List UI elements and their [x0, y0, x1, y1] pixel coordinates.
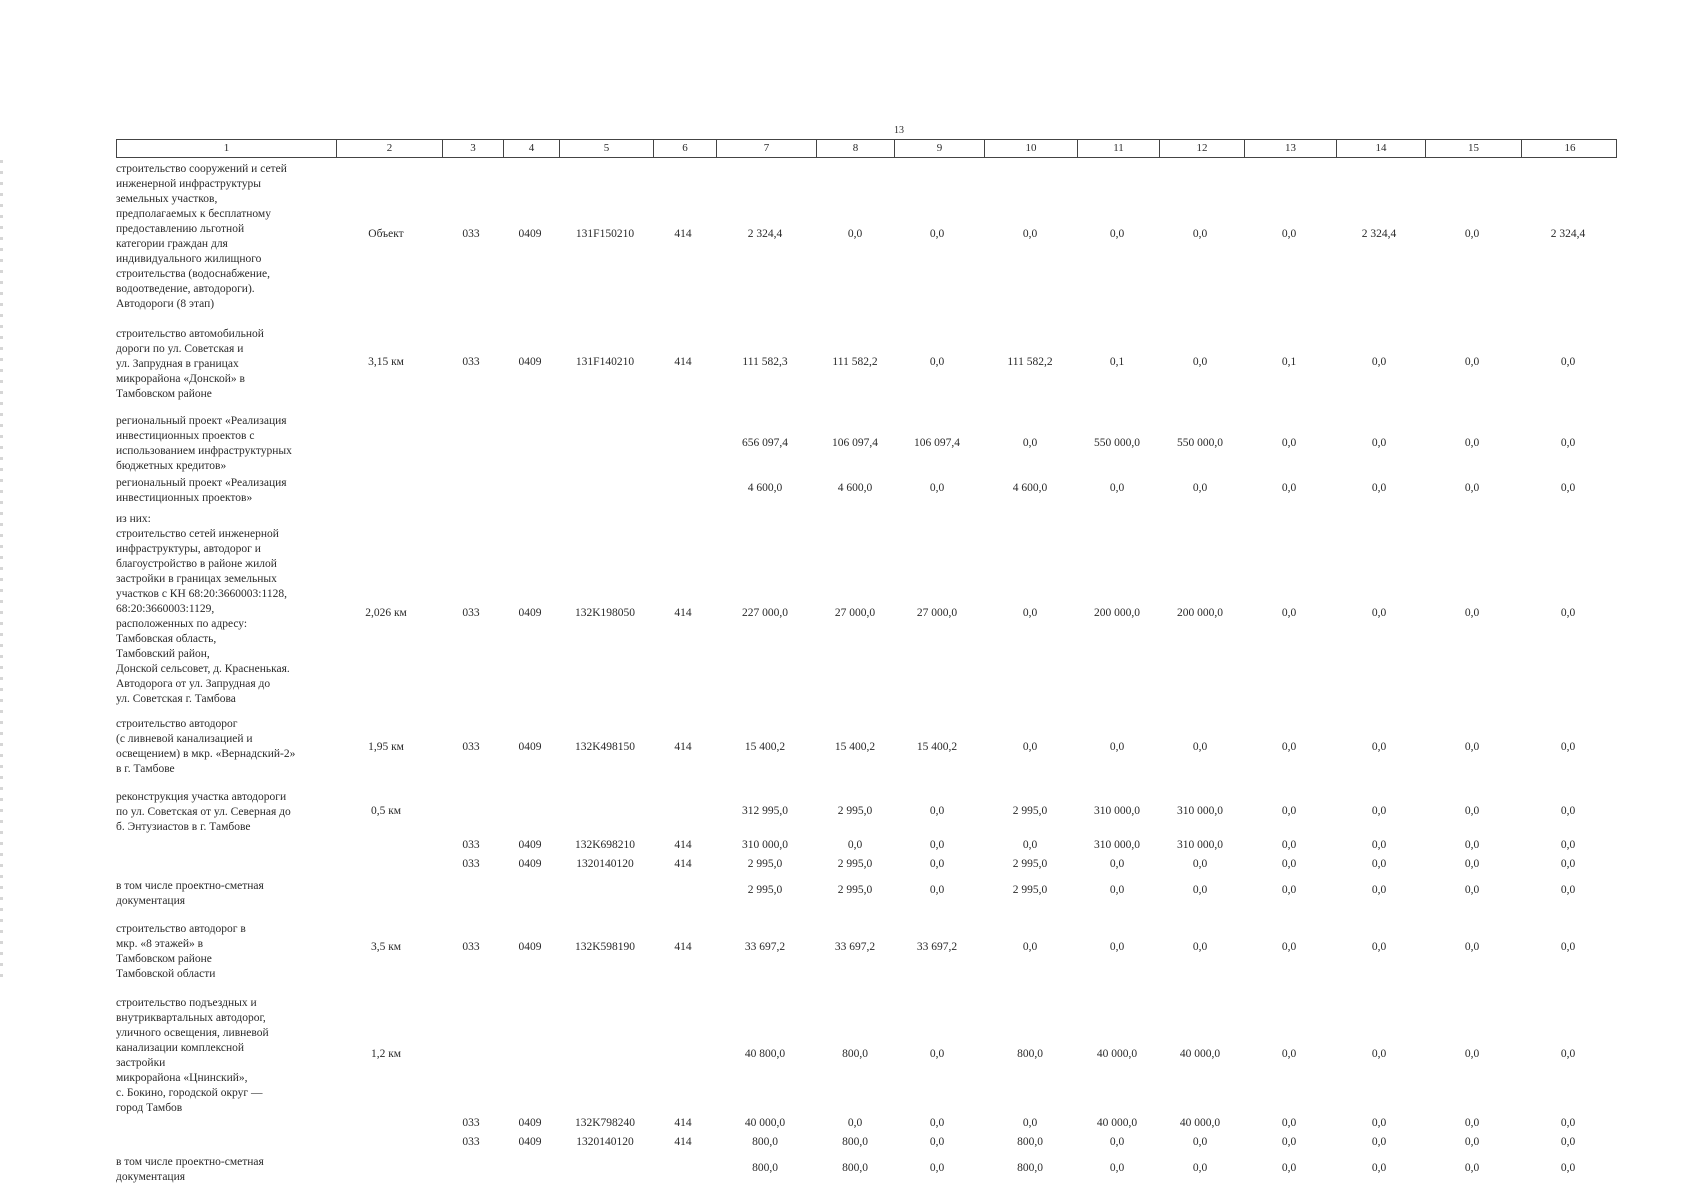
table-cell-c11: 0,0: [1109, 482, 1125, 494]
table-cell-c11: 310 000,0: [1094, 839, 1140, 851]
table-cell-c10: 4 600,0: [1012, 482, 1048, 494]
table-cell-target-article: 132K598190: [574, 941, 636, 953]
table-cell-c11: 550 000,0: [1094, 437, 1140, 449]
table-cell-ministry: 033: [462, 607, 480, 619]
table-cell-ministry: 033: [462, 356, 480, 368]
table-cell-section: 0409: [518, 607, 542, 619]
table-cell-c12: 310 000,0: [1177, 805, 1223, 817]
column-header-1: 1: [223, 142, 230, 154]
table-cell-expense-type: 414: [674, 1136, 692, 1148]
table-cell-c11: 0,0: [1109, 941, 1125, 953]
table-cell-c12: 0,0: [1192, 741, 1208, 753]
table-cell-expense-type: 414: [674, 858, 692, 870]
table-cell-ministry: 033: [462, 741, 480, 753]
table-cell-c10: 2 995,0: [1012, 884, 1048, 896]
column-header-16: 16: [1521, 140, 1618, 157]
table-cell-c16: 0,0: [1560, 356, 1576, 368]
table-cell-c9: 0,0: [929, 1117, 945, 1129]
table-cell-c9: 0,0: [929, 1048, 945, 1060]
table-cell-c11: 0,0: [1109, 1136, 1125, 1148]
table-cell-c15: 0,0: [1464, 839, 1480, 851]
table-cell-c12: 550 000,0: [1177, 437, 1223, 449]
table-cell-c12: 200 000,0: [1177, 607, 1223, 619]
table-cell-c14: 2 324,4: [1361, 228, 1397, 240]
table-cell-c16: 0,0: [1560, 1117, 1576, 1129]
table-cell-section: 0409: [518, 356, 542, 368]
table-cell-total: 800,0: [752, 1162, 778, 1174]
table-cell-c12: 40 000,0: [1179, 1048, 1221, 1060]
table-cell-c8: 4 600,0: [837, 482, 873, 494]
column-header-13: 13: [1244, 140, 1336, 157]
table-cell-total: 800,0: [752, 1136, 778, 1148]
table-cell-c15: 0,0: [1464, 941, 1480, 953]
table-cell-c11: 0,1: [1109, 356, 1125, 368]
page-number: 13: [894, 125, 904, 136]
row-description: в том числе проектно-сметная документация: [116, 880, 264, 907]
column-header-2: 2: [336, 140, 442, 157]
table-cell-c9: 0,0: [929, 482, 945, 494]
table-cell-c10: 0,0: [1022, 1117, 1038, 1129]
table-cell-c9: 0,0: [929, 805, 945, 817]
table-cell-c8: 0,0: [847, 839, 863, 851]
table-cell-c15: 0,0: [1464, 228, 1480, 240]
table-cell-expense-type: 414: [674, 356, 692, 368]
table-cell-c10: 800,0: [1017, 1136, 1043, 1148]
table-cell-c16: 0,0: [1560, 741, 1576, 753]
table-cell-c16: 0,0: [1560, 1048, 1576, 1060]
table-cell-c13: 0,0: [1281, 941, 1297, 953]
table-cell-c8: 800,0: [842, 1048, 868, 1060]
table-cell-c8: 106 097,4: [832, 437, 878, 449]
table-cell-c12: 0,0: [1192, 858, 1208, 870]
table-cell-c9: 0,0: [929, 1136, 945, 1148]
table-cell-c16: 0,0: [1560, 884, 1576, 896]
table-cell-c9: 33 697,2: [916, 941, 958, 953]
column-header-9: 9: [894, 140, 984, 157]
column-header-5: 5: [559, 140, 653, 157]
column-header-14: 14: [1336, 140, 1425, 157]
table-cell-unit: 0,5 км: [370, 805, 402, 817]
table-cell-total: 40 000,0: [744, 1117, 786, 1129]
table-cell-unit: 1,95 км: [368, 741, 404, 753]
table-cell-c10: 800,0: [1017, 1048, 1043, 1060]
table-cell-c13: 0,0: [1281, 839, 1297, 851]
table-cell-c10: 111 582,2: [1007, 356, 1053, 368]
table-cell-unit: 3,15 км: [368, 356, 404, 368]
table-cell-total: 227 000,0: [742, 607, 788, 619]
table-cell-c15: 0,0: [1464, 482, 1480, 494]
table-cell-section: 0409: [518, 228, 542, 240]
table-cell-c14: 0,0: [1371, 1136, 1387, 1148]
table-cell-total: 2 324,4: [747, 228, 783, 240]
table-cell-c9: 0,0: [929, 1162, 945, 1174]
table-cell-c13: 0,1: [1281, 356, 1297, 368]
table-cell-c14: 0,0: [1371, 356, 1387, 368]
table-cell-c8: 2 995,0: [837, 884, 873, 896]
table-cell-target-article: 132K698210: [574, 839, 636, 851]
column-header-3: 3: [442, 140, 503, 157]
column-header-10: 10: [984, 140, 1077, 157]
table-cell-expense-type: 414: [674, 941, 692, 953]
table-cell-unit: 1,2 км: [370, 1048, 402, 1060]
table-cell-c16: 2 324,4: [1550, 228, 1586, 240]
table-cell-c12: 0,0: [1192, 482, 1208, 494]
table-cell-c13: 0,0: [1281, 858, 1297, 870]
table-cell-ministry: 033: [462, 1136, 480, 1148]
table-cell-c15: 0,0: [1464, 805, 1480, 817]
table-cell-total: 33 697,2: [744, 941, 786, 953]
table-cell-target-article: 1320140120: [576, 1136, 634, 1148]
table-cell-total: 4 600,0: [747, 482, 783, 494]
table-cell-c16: 0,0: [1560, 805, 1576, 817]
table-cell-total: 2 995,0: [747, 884, 783, 896]
table-cell-c8: 33 697,2: [834, 941, 876, 953]
column-header-12: 12: [1159, 140, 1244, 157]
table-cell-unit: Объект: [368, 228, 404, 240]
table-cell-c16: 0,0: [1560, 1162, 1576, 1174]
row-description: строительство сооружений и сетей инженерной инфраструктуры земельных участков, предполагаемых к бесплатному предоставлению льготной категории граждан для индивидуального жилищного строительства (водоснабжение, водоотведение, автодороги). Автодороги (8 этап): [116, 163, 287, 310]
row-description: региональный проект «Реализация инвестиционных проектов»: [116, 477, 287, 504]
table-cell-c10: 0,0: [1022, 228, 1038, 240]
table-cell-unit: 3,5 км: [370, 941, 402, 953]
table-cell-c8: 0,0: [847, 228, 863, 240]
table-cell-total: 15 400,2: [744, 741, 786, 753]
table-cell-c13: 0,0: [1281, 741, 1297, 753]
table-cell-ministry: 033: [462, 941, 480, 953]
table-cell-c8: 15 400,2: [834, 741, 876, 753]
table-cell-total: 40 800,0: [744, 1048, 786, 1060]
table-cell-c14: 0,0: [1371, 1162, 1387, 1174]
table-cell-c15: 0,0: [1464, 607, 1480, 619]
table-cell-c13: 0,0: [1281, 607, 1297, 619]
table-cell-c9: 15 400,2: [916, 741, 958, 753]
table-cell-section: 0409: [518, 858, 542, 870]
table-cell-ministry: 033: [462, 839, 480, 851]
table-cell-target-article: 1320140120: [576, 858, 634, 870]
table-cell-c16: 0,0: [1560, 482, 1576, 494]
table-cell-c15: 0,0: [1464, 356, 1480, 368]
table-cell-target-article: 132K798240: [574, 1117, 636, 1129]
table-cell-c8: 800,0: [842, 1136, 868, 1148]
table-cell-c13: 0,0: [1281, 805, 1297, 817]
row-description: строительство автомобильной дороги по ул. Советская и ул. Запрудная в границах микрорайона «Донской» в Тамбовском районе: [116, 328, 264, 400]
table-cell-c14: 0,0: [1371, 1048, 1387, 1060]
table-cell-c13: 0,0: [1281, 437, 1297, 449]
table-cell-c9: 0,0: [929, 884, 945, 896]
table-cell-c10: 800,0: [1017, 1162, 1043, 1174]
table-cell-c15: 0,0: [1464, 1048, 1480, 1060]
row-description: региональный проект «Реализация инвестиционных проектов с использованием инфраструктурных бюджетных кредитов»: [116, 415, 292, 472]
table-cell-total: 111 582,3: [742, 356, 788, 368]
table-cell-c14: 0,0: [1371, 805, 1387, 817]
table-cell-c11: 200 000,0: [1094, 607, 1140, 619]
table-cell-c11: 40 000,0: [1096, 1048, 1138, 1060]
table-cell-expense-type: 414: [674, 1117, 692, 1129]
table-cell-c12: 0,0: [1192, 356, 1208, 368]
table-cell-c13: 0,0: [1281, 1136, 1297, 1148]
table-cell-expense-type: 414: [674, 228, 692, 240]
table-cell-c14: 0,0: [1371, 884, 1387, 896]
table-cell-c16: 0,0: [1560, 858, 1576, 870]
column-header-4: 4: [503, 140, 559, 157]
table-cell-c15: 0,0: [1464, 1117, 1480, 1129]
table-cell-c11: 0,0: [1109, 228, 1125, 240]
table-cell-c12: 0,0: [1192, 1136, 1208, 1148]
table-cell-ministry: 033: [462, 858, 480, 870]
table-cell-target-article: 131F150210: [575, 228, 635, 240]
table-cell-c9: 106 097,4: [914, 437, 960, 449]
table-cell-c15: 0,0: [1464, 1136, 1480, 1148]
table-cell-c9: 0,0: [929, 228, 945, 240]
table-cell-c13: 0,0: [1281, 884, 1297, 896]
table-cell-c13: 0,0: [1281, 1117, 1297, 1129]
table-cell-c8: 800,0: [842, 1162, 868, 1174]
table-cell-c10: 0,0: [1022, 741, 1038, 753]
column-header-7: 7: [716, 140, 816, 157]
table-cell-unit: 2,026 км: [365, 607, 407, 619]
table-cell-c13: 0,0: [1281, 1048, 1297, 1060]
column-header-8: 8: [816, 140, 894, 157]
table-cell-target-article: 132K198050: [574, 607, 636, 619]
table-cell-c15: 0,0: [1464, 858, 1480, 870]
table-cell-c15: 0,0: [1464, 884, 1480, 896]
table-cell-c16: 0,0: [1560, 437, 1576, 449]
table-cell-c8: 27 000,0: [834, 607, 876, 619]
table-cell-expense-type: 414: [674, 741, 692, 753]
table-cell-c14: 0,0: [1371, 437, 1387, 449]
row-description: строительство подъездных и внутриквартальных автодорог, уличного освещения, ливневой канализации комплексной застройки микрорайона «Цнинский», с. Бокино, городской округ — город Тамбов: [116, 997, 269, 1114]
row-description: строительство автодорог (с ливневой канализацией и освещением) в мкр. «Вернадский-2» в г. Тамбове: [116, 718, 296, 775]
table-cell-c10: 2 995,0: [1012, 858, 1048, 870]
table-cell-section: 0409: [518, 1136, 542, 1148]
table-cell-c8: 2 995,0: [837, 805, 873, 817]
table-cell-c11: 0,0: [1109, 884, 1125, 896]
table-cell-c11: 0,0: [1109, 741, 1125, 753]
table-cell-total: 312 995,0: [742, 805, 788, 817]
table-cell-c10: 0,0: [1022, 437, 1038, 449]
table-cell-c16: 0,0: [1560, 839, 1576, 851]
table-cell-c11: 0,0: [1109, 858, 1125, 870]
table-cell-c9: 0,0: [929, 858, 945, 870]
table-cell-c14: 0,0: [1371, 741, 1387, 753]
table-cell-section: 0409: [518, 941, 542, 953]
table-cell-c11: 0,0: [1109, 1162, 1125, 1174]
table-cell-c12: 0,0: [1192, 228, 1208, 240]
table-cell-c14: 0,0: [1371, 482, 1387, 494]
row-description: строительство автодорог в мкр. «8 этажей» в Тамбовском районе Тамбовской области: [116, 923, 246, 980]
table-cell-c14: 0,0: [1371, 839, 1387, 851]
column-header-6: 6: [653, 140, 716, 157]
table-cell-section: 0409: [518, 839, 542, 851]
column-header-15: 15: [1425, 140, 1521, 157]
table-cell-c10: 0,0: [1022, 839, 1038, 851]
table-cell-c10: 2 995,0: [1012, 805, 1048, 817]
table-cell-c9: 0,0: [929, 839, 945, 851]
table-cell-c13: 0,0: [1281, 1162, 1297, 1174]
table-cell-total: 656 097,4: [742, 437, 788, 449]
table-cell-c8: 0,0: [847, 1117, 863, 1129]
table-cell-total: 310 000,0: [742, 839, 788, 851]
table-cell-c12: 0,0: [1192, 884, 1208, 896]
table-cell-c12: 310 000,0: [1177, 839, 1223, 851]
table-cell-section: 0409: [518, 1117, 542, 1129]
table-cell-c15: 0,0: [1464, 1162, 1480, 1174]
table-cell-c11: 40 000,0: [1096, 1117, 1138, 1129]
table-cell-c14: 0,0: [1371, 858, 1387, 870]
row-description: в том числе проектно-сметная документация: [116, 1156, 264, 1183]
table-cell-section: 0409: [518, 741, 542, 753]
table-cell-c12: 40 000,0: [1179, 1117, 1221, 1129]
table-cell-c11: 310 000,0: [1094, 805, 1140, 817]
row-description: из них: строительство сетей инженерной инфраструктуры, автодорог и благоустройство в районе жилой застройки в границах земельных участков с КН 68:20:3660003:1128, 68:20:3660003:1129, расположенных по адресу: Тамбовская область, Тамбовский район, Донской сельсовет, д. Красненькая. Автодорога от ул. Запрудная до ул. Советская г. Тамбова: [116, 513, 290, 705]
table-cell-total: 2 995,0: [747, 858, 783, 870]
table-cell-c8: 111 582,2: [832, 356, 878, 368]
table-cell-c10: 0,0: [1022, 607, 1038, 619]
table-cell-c15: 0,0: [1464, 437, 1480, 449]
table-cell-c14: 0,0: [1371, 607, 1387, 619]
table-cell-c10: 0,0: [1022, 941, 1038, 953]
table-cell-expense-type: 414: [674, 839, 692, 851]
row-description: реконструкция участка автодороги по ул. Советская от ул. Северная до б. Энтузиастов в г. Тамбове: [116, 791, 291, 833]
table-cell-c16: 0,0: [1560, 941, 1576, 953]
table-cell-target-article: 131F140210: [575, 356, 635, 368]
table-cell-c14: 0,0: [1371, 941, 1387, 953]
table-cell-c12: 0,0: [1192, 941, 1208, 953]
table-cell-ministry: 033: [462, 1117, 480, 1129]
table-cell-c14: 0,0: [1371, 1117, 1387, 1129]
table-cell-c15: 0,0: [1464, 741, 1480, 753]
table-cell-c16: 0,0: [1560, 1136, 1576, 1148]
table-cell-expense-type: 414: [674, 607, 692, 619]
table-cell-c13: 0,0: [1281, 228, 1297, 240]
table-cell-ministry: 033: [462, 228, 480, 240]
table-cell-c13: 0,0: [1281, 482, 1297, 494]
table-cell-c9: 27 000,0: [916, 607, 958, 619]
table-cell-c8: 2 995,0: [837, 858, 873, 870]
table-cell-c9: 0,0: [929, 356, 945, 368]
table-cell-c12: 0,0: [1192, 1162, 1208, 1174]
table-cell-c16: 0,0: [1560, 607, 1576, 619]
table-cell-target-article: 132K498150: [574, 741, 636, 753]
column-header-11: 11: [1077, 140, 1159, 157]
